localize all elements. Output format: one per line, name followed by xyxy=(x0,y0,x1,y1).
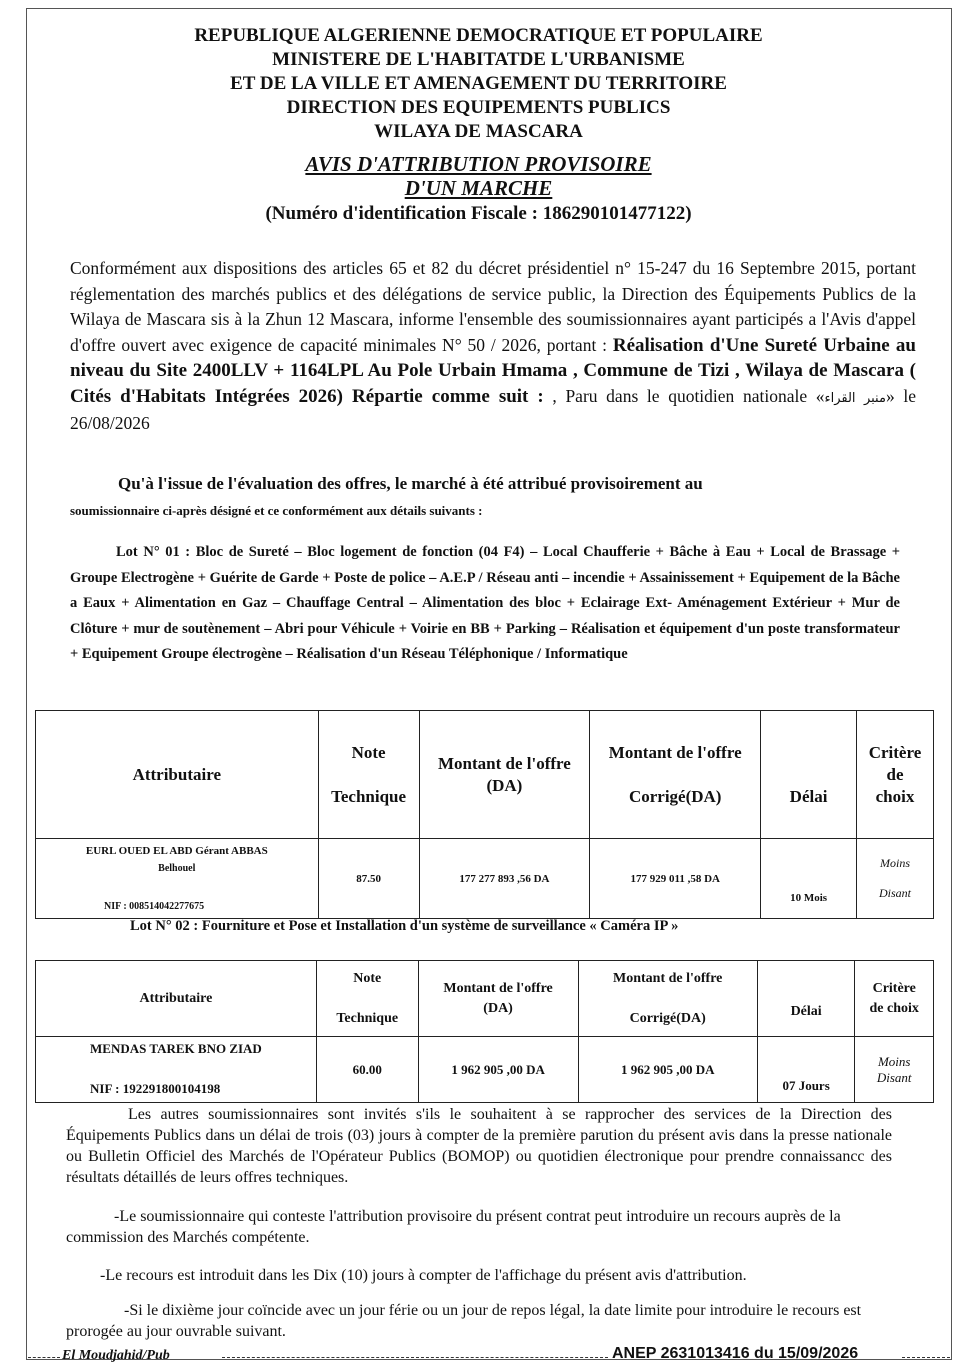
awardee-name: MENDAS TAREK BNO ZIAD xyxy=(90,1041,262,1056)
closing-paragraph-2: -Le soumissionnaire qui conteste l'attribution provisoire du présent contrat peut introduire un recours auprès de la commission des Marchés compétente. xyxy=(66,1208,841,1246)
lot1-note-value: 87.50 xyxy=(318,839,419,919)
lot1-col-montant: Montant de l'offre (DA) xyxy=(419,711,590,839)
lot2-col-delai: Délai xyxy=(757,961,855,1037)
header-line-2: MINISTERE DE L'HABITATDE L'URBANISME xyxy=(272,49,685,70)
lot1-table xyxy=(35,710,934,919)
header-line-3: ET DE LA VILLE ET AMENAGEMENT DU TERRITOIRE xyxy=(230,73,727,94)
awardee-name: EURL OUED EL ABD Gérant ABBAS xyxy=(85,845,268,857)
footer-source: El Moudjahid/Pub xyxy=(62,1348,170,1363)
header-line-4: DIRECTION DES EQUIPEMENTS PUBLICS xyxy=(286,97,671,118)
header-line-1: REPUBLIQUE ALGERIENNE DEMOCRATIQUE ET POPULAIRE xyxy=(194,25,763,46)
lot2-col-montant: Montant de l'offre (DA) xyxy=(418,961,578,1037)
lot1-delai-value: 10 Mois xyxy=(761,839,857,919)
intro-text-c: , Paru dans le quotidien nationale « xyxy=(543,385,825,406)
footer-rule-right xyxy=(902,1357,950,1358)
notice-title: AVIS D'ATTRIBUTION PROVISOIRE xyxy=(305,152,652,176)
lot2-col-note: Note Technique xyxy=(316,961,418,1037)
lot2-awardee xyxy=(36,1037,317,1103)
intro-text-d: » le 26/08/2026 xyxy=(70,385,916,433)
lot2-description: Lot N° 02 : Fourniture et Pose et Installation d'un système de surveillance « Caméra IP » xyxy=(130,918,679,934)
lot2-delai-value: 07 Jours xyxy=(757,1037,855,1103)
table-row xyxy=(36,839,934,919)
table-row xyxy=(36,1037,934,1103)
footer-rule-left xyxy=(28,1357,60,1358)
attribution-statement-cont: soumissionnaire ci-après désigné et ce conformément aux détails suivants : xyxy=(70,503,483,518)
notice-subtitle: D'UN MARCHE xyxy=(404,176,553,200)
footer-reference: ANEP 2631013416 du 15/09/2026 xyxy=(612,1345,859,1362)
lot2-critere-value: Moins Disant xyxy=(855,1037,934,1103)
fiscal-id: (Numéro d'identification Fiscale : 186290101477122) xyxy=(265,203,692,224)
footer-rule-middle xyxy=(222,1357,608,1358)
intro-paragraph xyxy=(70,256,916,437)
lot1-montant-value: 177 277 893 ,56 DA xyxy=(419,839,590,919)
newspaper-name: منبر القراء xyxy=(824,390,886,406)
closing-paragraph-1: Les autres soumissionnaires sont invités s'ils le souhaitent à se rapprocher des services de la Direction des Équipements Publics dans un délai de trois (03) jours à compter de la première parution du présent avis dans la presse nationale ou Bulletin Officiel des Marchés de l'Opérateur Publics (BOMOP) ou quotidien électronique pour prendre connaissancc des résultats détaillés de leurs offres techniques. xyxy=(66,1106,892,1186)
closing-paragraph-3: -Le recours est introduit dans les Dix (10) jours à compter de l'affichage du présent avis d'attribution. xyxy=(100,1267,747,1284)
lot1-table-header xyxy=(36,711,934,839)
lot1-description: Lot N° 01 : Bloc de Sureté – Bloc logement de fonction (04 F4) – Local Chaufferie + Bâche à Eau + Local de Brassage + Groupe Electrogène + Guérite de Garde + Poste de police – A.E.P / Réseau anti – incendie + Assainissement + Equipement de la Bâche a Eaux + Alimentation en Gaz – Chauffage Central – Alimentation des bloc + Eclairage Ext- Aménagement Extérieur + Mur de Clôture + mur de soutènement – Abri pour Véhicule + Voirie en BB + Parking – Réalisation et équipement d'un poste transformateur + Equipement Groupe électrogène – Réalisation d'un Réseau Téléphonique / Informatique xyxy=(70,544,900,662)
lot2-col-corrige: Montant de l'offre Corrigé(DA) xyxy=(578,961,757,1037)
awardee-nif: NIF : 008514042277675 xyxy=(104,901,205,912)
lot1-col-note: Note Technique xyxy=(318,711,419,839)
closing-paragraph-4: -Si le dixième jour coïncide avec un jour férie ou un jour de repos légal, la date limite pour introduire le recours est prorogée au jour ouvrable suivant. xyxy=(66,1302,862,1340)
lot1-critere-value: Moins Disant xyxy=(857,839,934,919)
lot1-col-corrige: Montant de l'offre Corrigé(DA) xyxy=(590,711,761,839)
lot1-col-delai: Délai xyxy=(761,711,857,839)
lot1-corrige-value: 177 929 011 ,58 DA xyxy=(590,839,761,919)
lot2-corrige-value: 1 962 905 ,00 DA xyxy=(578,1037,757,1103)
lot2-col-critere: Critère de choix xyxy=(855,961,934,1037)
awardee-nif: NIF : 192291800104198 xyxy=(90,1081,221,1096)
lot1-col-critere: Critère de choix xyxy=(857,711,934,839)
lot2-montant-value: 1 962 905 ,00 DA xyxy=(418,1037,578,1103)
lot2-table xyxy=(35,960,934,1103)
lot2-col-attributaire: Attributaire xyxy=(36,961,317,1037)
lot1-awardee xyxy=(36,839,319,919)
lot1-col-attributaire: Attributaire xyxy=(36,711,319,839)
intro-text-a: Conformément aux dispositions des articles 65 et 82 du décret présidentiel n° 15-247 du 16 Septembre 2015, portant réglementation des marchés publics et des délégations de service public, la Direction des Équipements Publics de la Wilaya de Mascara sis à la Zhun 12 Mascara, informe l'ensemble des soumissionnaires ayant participés a l'Avis d'appel d'offre ouvert avec exigence de capacité minimales N° 50 / 2026, portant : xyxy=(70,258,916,355)
lot2-table-header xyxy=(36,961,934,1037)
awardee-name-2: Belhouel xyxy=(158,863,196,874)
project-title: Réalisation d'Une Sureté Urbaine au niveau du Site 2400LLV + 1164LPL Au Pole Urbain Hmama , Commune de Tizi , Wilaya de Mascara ( Cités d'Habitats Intégrées 2026) Répartie comme suit : xyxy=(70,334,916,407)
header-line-5: WILAYA DE MASCARA xyxy=(374,121,583,142)
attribution-statement: Qu'à l'issue de l'évaluation des offres, le marché à été attribué provisoirement au xyxy=(118,474,703,493)
lot2-note-value: 60.00 xyxy=(316,1037,418,1103)
